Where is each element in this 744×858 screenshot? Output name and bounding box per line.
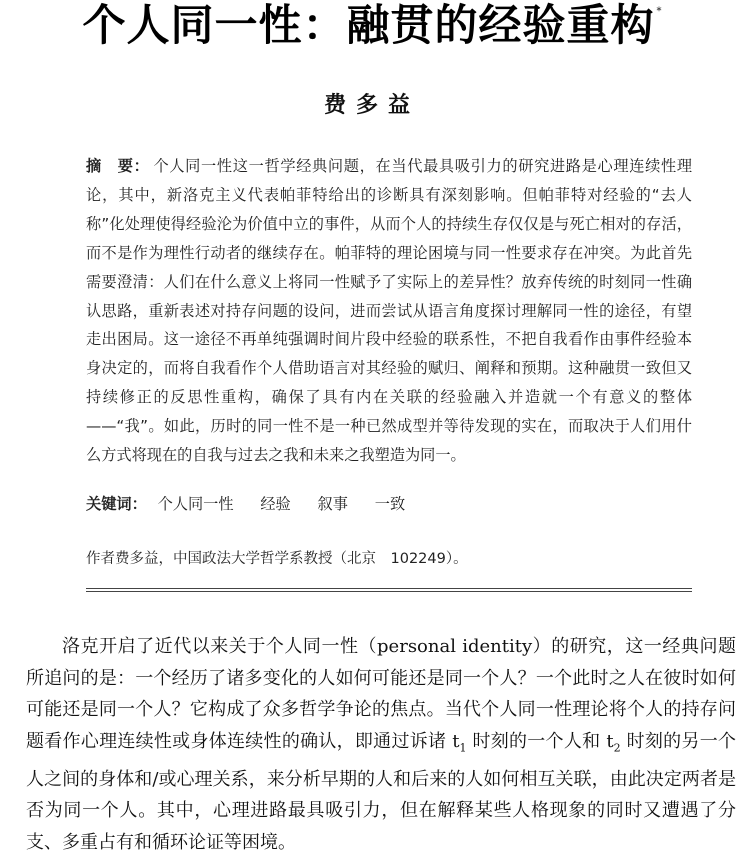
abstract-label: 摘 要： (86, 157, 150, 175)
body-paragraph (26, 631, 736, 858)
author-name: 费多益 (323, 92, 420, 118)
body-text-part: 洛克开启了近代以来关于个人同一性（personal identity）的研究，这一经典问题所追问的是：一个经历了诸多变化的人如何可能还是同一个人？一个此时之人在彼时如何可能还是同一个人？它构成了众多哲学争论的焦点。当代个人同一性理论将个人的持存问题看作心理连续性或身体连续性的确认，即通过诉诸 t (26, 636, 736, 752)
section-divider (86, 588, 692, 589)
keyword: 经验 (260, 495, 291, 513)
abstract-text: 个人同一性这一哲学经典问题，在当代最具吸引力的研究进路是心理连续性理论，其中，新洛克主义代表帕菲特给出的诊断具有深刻影响。但帕菲特对经验的“去人称”化处理使得经验沦为价值中立的事件，从而个人的持续生存仅仅是与死亡相对的存活，而不是作为理性行动者的继续存在。帕菲特的理论困境与同一性要求存在冲突。为此首先需要澄清：人们在什么意义上将同一性赋予了实际上的差异性？放弃传统的时刻同一性确认思路，重新表述对持存问题的设问，进而尝试从语言角度探讨理解同一性的途径，有望走出困局。这一途径不再单纯强调时间片段中经验的联系性，不把自我看作由事件经验本身决定的，而将自我看作个人借助语言对其经验的赋归、阐释和预期。这种融贯一致但又持续修正的反思性重构，确保了具有内在关联的经验融入并造就一个有意义的整体——“我”。如此，历时的同一性不是一种已然成型并等待发现的实在，而取决于人们用什么方式将现在的自我与过去之我和未来之我塑造为同一。 (86, 157, 693, 465)
keyword: 一致 (374, 495, 406, 513)
title-footnote-mark: * (656, 6, 662, 17)
body-text-part: 时刻的一个人和 t (466, 730, 614, 752)
title-block (0, 2, 744, 50)
abstract (86, 152, 692, 470)
section-divider (86, 591, 692, 592)
paper-title: 个人同一性：融贯的经验重构 (82, 1, 655, 51)
body-text-part: 时刻的另一个人之间的身体和/或心理关系，来分析早期的人和后来的人如何相互关联，由此决定两者是否为同一个人。其中，心理进路最具吸引力，但在解释某些人格现象的同时又遭遇了分支、多重占有和循环论证等困境。 (26, 730, 736, 853)
keywords (86, 492, 692, 516)
keywords-label: 关键词： (86, 495, 147, 513)
author-affiliation: 作者费多益，中国政法大学哲学系教授（北京 102249）。 (86, 551, 468, 567)
subscript: 2 (613, 741, 621, 755)
keyword: 叙事 (317, 495, 348, 513)
keyword: 个人同一性 (157, 495, 234, 513)
subscript: 1 (459, 741, 467, 755)
